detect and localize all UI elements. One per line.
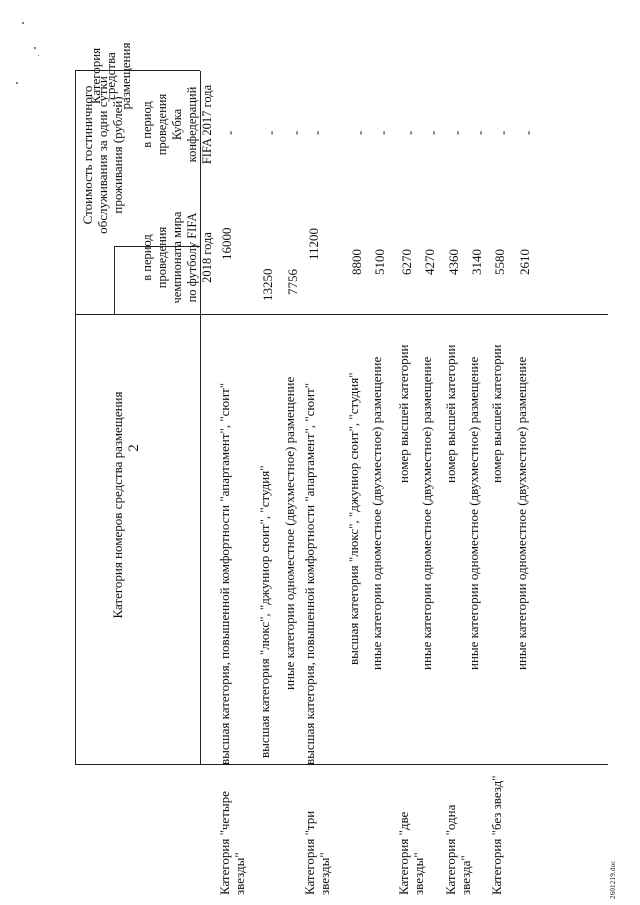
row-room: иные категории одноместное (двухместное) размещение — [514, 356, 529, 670]
row-price-2018: 13250 — [260, 268, 275, 301]
row-price-2017: - — [263, 130, 278, 135]
row-price-2017: - — [472, 130, 487, 135]
row-category: Категория "без звезд" — [489, 775, 504, 895]
row-room: иные категории одноместное (двухместное) размещение — [282, 376, 297, 690]
row-price-2017: - — [402, 130, 417, 135]
row-room: номер высшей категории — [443, 344, 458, 483]
row-room: высшая категория "люкс", "джуниор сюит", "студия" — [257, 465, 272, 758]
row-price-2018: 4360 — [446, 249, 461, 275]
row-price-2018: 2610 — [517, 249, 532, 275]
row-price-2018: 4270 — [422, 249, 437, 275]
footer-doc-code: 2601219.doc — [609, 860, 617, 899]
row-price-2018: 8800 — [349, 249, 364, 275]
header-price-group: Стоимость гостиничного обслуживания за одни сутки проживания (рублей) — [80, 76, 125, 234]
row-price-2018: 11200 — [306, 227, 321, 260]
header-price-2018: в период проведения чемпионата мира по футболу FIFA 2018 года — [140, 211, 214, 304]
row-price-2017: - — [288, 130, 303, 135]
table-border-outer — [75, 71, 76, 765]
row-category: Категория "четыре звезды" — [217, 791, 247, 895]
row-price-2017: - — [222, 130, 237, 135]
row-category: Категория "две звезды" — [396, 811, 426, 895]
row-price-2017: - — [309, 130, 324, 135]
row-price-2018: 5580 — [492, 249, 507, 275]
row-price-2018: 6270 — [399, 249, 414, 275]
row-price-2017: - — [375, 130, 390, 135]
row-price-2017: - — [495, 130, 510, 135]
row-room: номер высшей категории — [489, 344, 504, 483]
row-price-2018: 16000 — [219, 227, 234, 260]
row-room: номер высшей категории — [396, 344, 411, 483]
row-room: высшая категория, повышенной комфортности "апартамент", "сюит" — [302, 382, 317, 765]
table-border-header-bottom — [75, 314, 608, 315]
header-room-col: Категория номеров средства размещения — [110, 391, 125, 619]
table-border-col3-col4 — [114, 247, 115, 315]
row-price-2018: 7756 — [285, 269, 300, 295]
table-border-left — [75, 764, 608, 765]
table-border-col1-col2 — [200, 71, 201, 765]
row-room: высшая категория, повышенной комфортности "апартамент", "сюит" — [217, 382, 232, 765]
row-category: Категория "три звезды" — [302, 810, 332, 895]
row-price-2018: 5100 — [372, 249, 387, 275]
row-price-2017: - — [425, 130, 440, 135]
header-price-2017: в период проведения Кубка конфедераций FIFA 2017 года — [140, 84, 214, 165]
row-price-2017: - — [520, 130, 535, 135]
row-room: высшая категория "люкс", "джуниор сюит", "студия" — [346, 372, 361, 665]
row-price-2017: - — [449, 130, 464, 135]
row-room: иные категории одноместное (двухместное) размещение — [369, 356, 384, 670]
row-room: иные категории одноместное (двухместное) размещение — [466, 356, 481, 670]
row-price-2017: - — [352, 130, 367, 135]
page-number: 2 — [126, 444, 142, 452]
header-category-col: Категория средства размещения — [88, 42, 133, 110]
row-category: Категория "одна звезда" — [443, 804, 473, 895]
row-room: иные категории одноместное (двухместное) размещение — [419, 356, 434, 670]
row-price-2018: 3140 — [469, 249, 484, 275]
